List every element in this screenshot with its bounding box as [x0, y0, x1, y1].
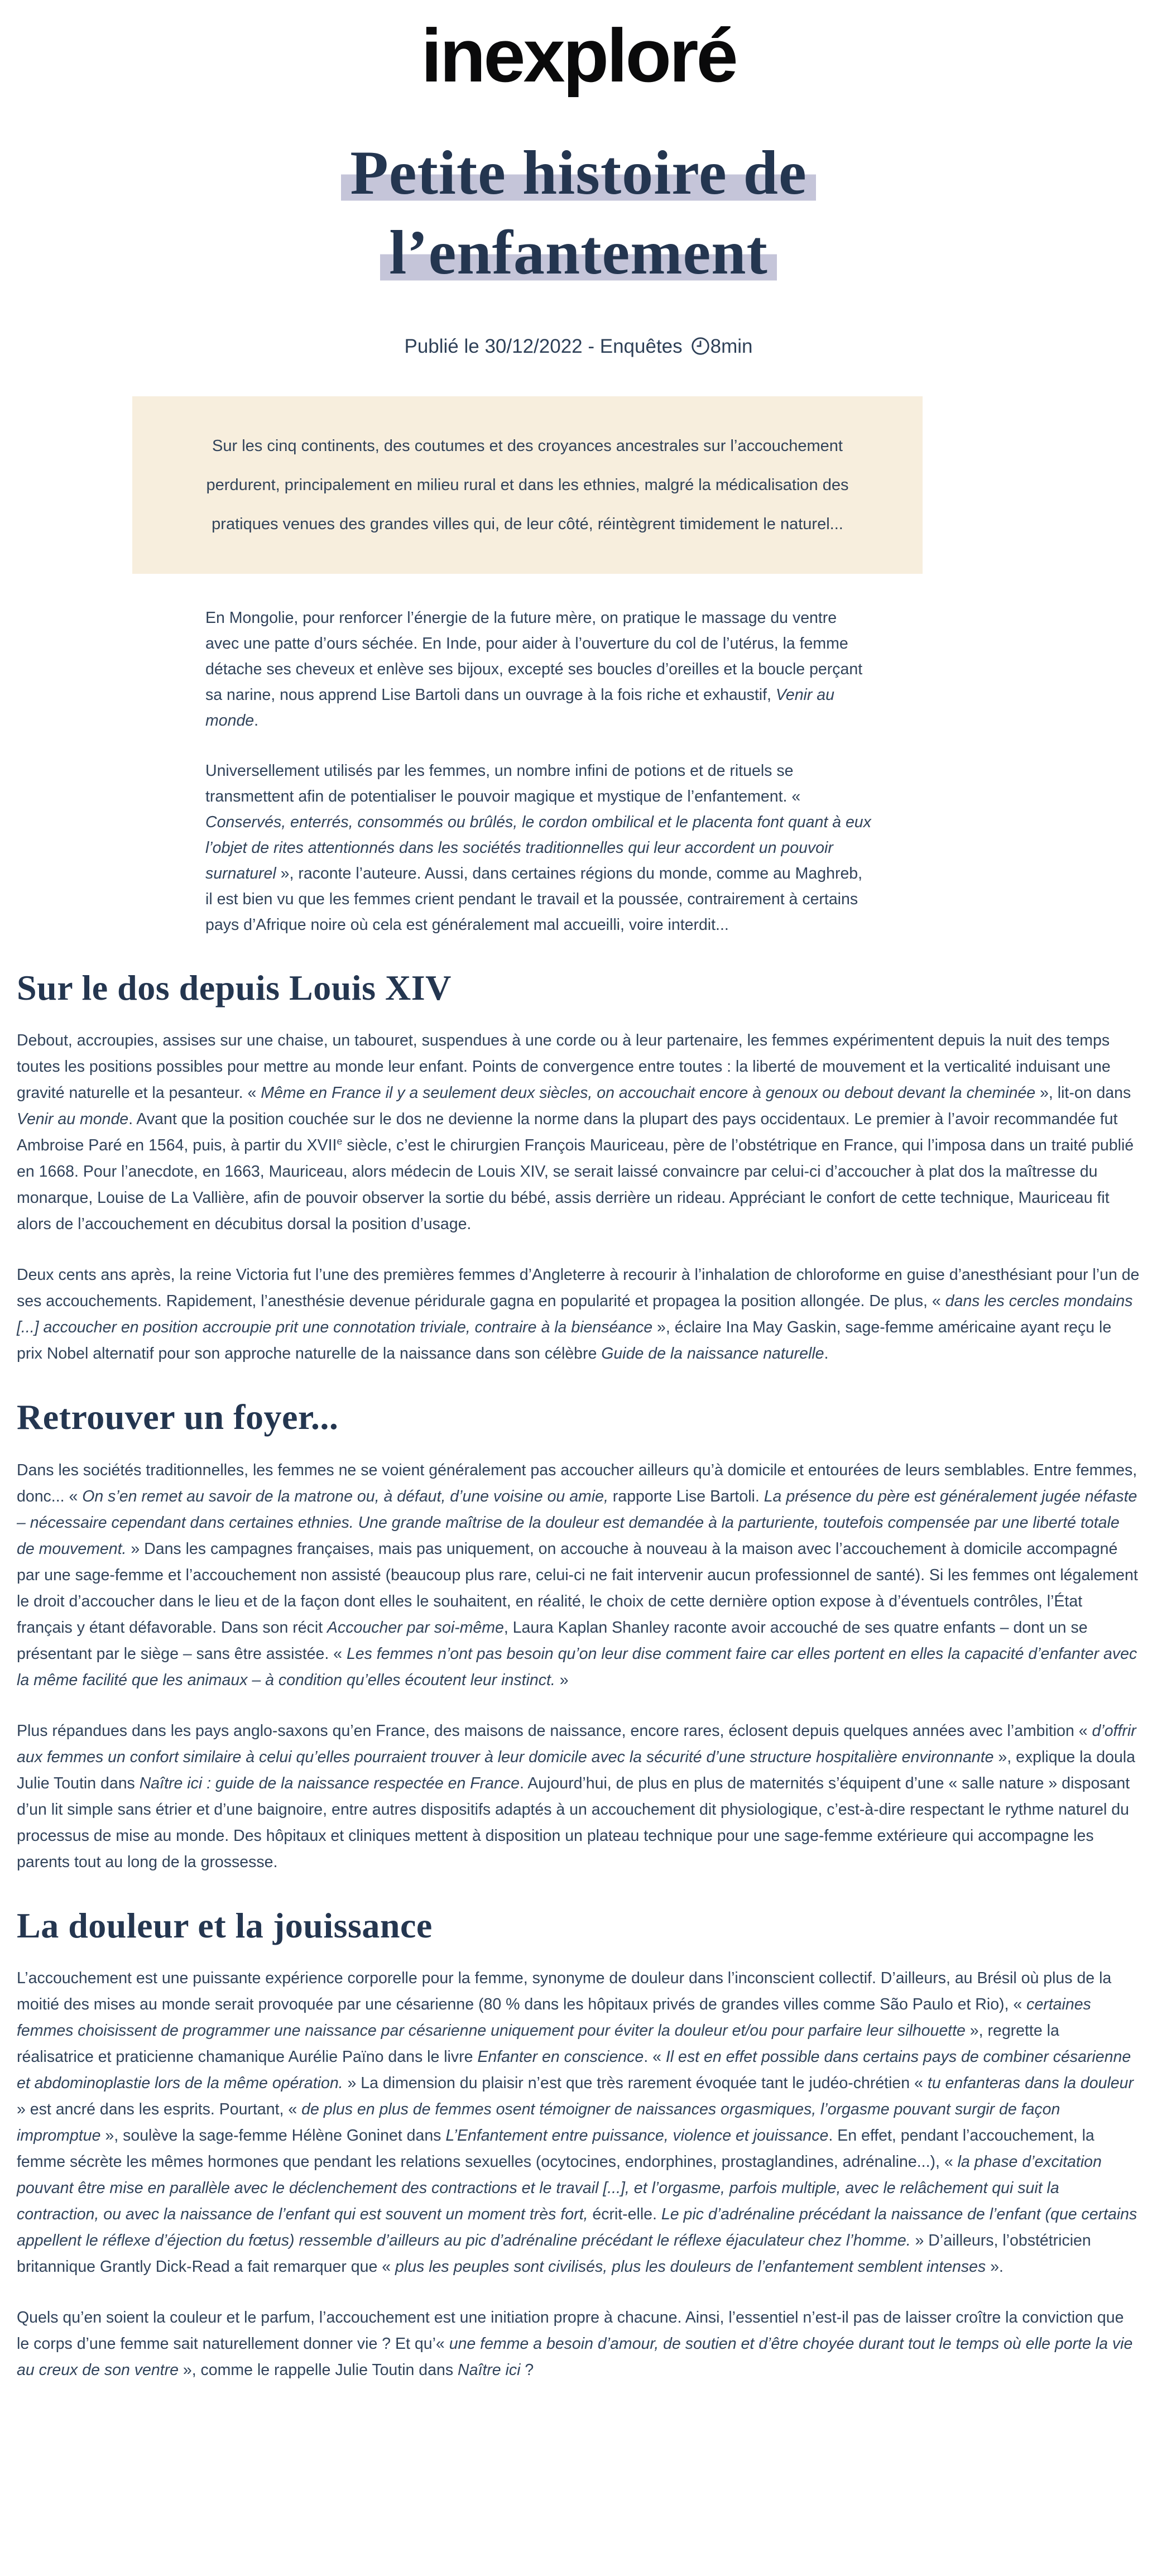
article-paragraph: Deux cents ans après, la reine Victoria fut l’une des premières femmes d’Angleterre à recourir à l’inhalation de chloroforme en guise d’anesthésiant pour l’un de ses accouchements. Rapidement, l’anesthésie devenue péridurale gagna en popularité et propagea la position allongée. De plus, « dans les cercles mondains [...] accoucher en position accroupie prit une connotation triviale, contraire à la bienséance », éclaire Ina May Gaskin, sage-femme américaine ayant reçu le prix Nobel alternatif pour son approche naturelle de la naissance dans son célèbre Guide de la naissance naturelle. — [17, 1266, 1140, 1363]
section-heading: Sur le dos depuis Louis XIV — [17, 968, 452, 1008]
article-paragraph: En Mongolie, pour renforcer l’énergie de la future mère, on pratique le massage du ventre avec une patte d’ours séchée. En Inde, pour aider à l’ouverture du col de l’utérus, la femme détache ses cheveux et enlève ses bijoux, excepté ses boucles d’oreilles et la boucle perçant sa narine, nous apprend Lise Bartoli dans un ouvrage à la fois riche et exhaustif, Venir au monde. — [205, 609, 863, 730]
article-meta — [0, 335, 1157, 362]
publish-date: Publié le 30/12/2022 - Enquêtes — [404, 335, 683, 358]
read-time: 8min — [710, 335, 753, 358]
article-paragraph: Universellement utilisés par les femmes, un nombre infini de potions et de rituels se transmettent afin de potentialiser le pouvoir magique et mystique de l’enfantement. « Conservés, enterrés, consommés ou brûlés, le cordon ombilical et le placenta font quant à eux l’objet de rites attentionnés dans les sociétés traditionnelles qui leur accordent un pouvoir surnaturel », raconte l’auteure. Aussi, dans certaines régions du monde, comme au Maghreb, il est bien vu que les femmes crient pendant le travail et la poussée, contrairement à certains pays d’Afrique noire où cela est généralement mal accueilli, voire interdit... — [205, 762, 871, 934]
article-paragraph: Debout, accroupies, assises sur une chaise, un tabouret, suspendues à une corde ou à leur partenaire, les femmes expérimentent depuis la nuit des temps toutes les positions possibles pour mettre au monde leur enfant. Points de convergence entre toutes : la liberté de mouvement et la verticalité induisant une gravité naturelle et la pesanteur. « Même en France il y a seulement deux siècles, on accouchait encore à genoux ou debout devant la cheminée », lit-on dans Venir au monde. Avant que la position couchée sur le dos ne devienne la norme dans la plupart des pays occidentaux. Le premier à l’avoir recommandée fut Ambroise Paré en 1564, puis, à partir du XVIIe siècle, c’est le chirurgien François Mauriceau, père de l’obstétrique en France, qui l’imposa dans un traité publié en 1668. Pour l’anecdote, en 1663, Mauriceau, alors médecin de Louis XIV, se serait laissé convaincre par celui-ci d’accoucher à plat dos la maîtresse du monarque, Louise de La Vallière, afin de pouvoir observer la sortie du bébé, assis derrière un rideau. Appréciant le confort de cette technique, Mauriceau fit alors de l’accouchement en décubitus dorsal la position d’usage. — [17, 1032, 1134, 1234]
article-intro — [205, 605, 873, 938]
section-heading: Retrouver un foyer... — [17, 1397, 339, 1437]
article-paragraph: Quels qu’en soient la couleur et le parfum, l’accouchement est une initiation propre à chacune. Ainsi, l’essentiel n’est-il pas de laisser croître la conviction que le corps d’une femme sait naturellement donner vie ? Et qu’« une femme a besoin d’amour, de soutien et d’être choyée durant tout le temps où elle porte la vie au creux de son ventre », comme le rappelle Julie Toutin dans Naître ici ? — [17, 2308, 1133, 2379]
page-title-line2: l’enfantement — [380, 218, 777, 287]
article-paragraph: L’accouchement est une puissante expérience corporelle pour la femme, synonyme de douleur dans l’inconscient collectif. D’ailleurs, au Brésil où plus de la moitié des mises au monde serait provoquée par une césarienne (80 % dans les hôpitaux privés de grandes villes comme São Paulo et Rio), « certaines femmes choisissent de programmer une naissance par césarienne uniquement pour éviter la douleur et/ou pour parfaire leur silhouette », regrette la réalisatrice et praticienne chamanique Aurélie Païno dans le livre Enfanter en conscience. « Il est en effet possible dans certains pays de combiner césarienne et abdominoplastie lors de la même opération. » La dimension du plaisir n’est que très rarement évoquée tant le judéo-chrétien « tu enfanteras dans la douleur » est ancré dans les esprits. Pourtant, « de plus en plus de femmes osent témoigner de naissances orgasmiques, l’orgasme pouvant surgir de façon impromptue », soulève la sage-femme Hélène Goninet dans L’Enfantement entre puissance, violence et jouissance. En effet, pendant l’accouchement, la femme sécrète les mêmes hormones que pendant les relations sexuelles (ocytocines, endorphines, prostaglandines, adrénaline...), « la phase d’excitation pouvant être mise en parallèle avec le déclenchement des contractions et le travail [...], et l’orgasme, parfois multiple, avec le relâchement qui suit la contraction, ou avec la naissance de l’enfant qui est souvent un moment très fort, écrit-elle. Le pic d’adrénaline précédant la naissance de l’enfant (que certains appellent le réflexe d’éjection du fœtus) ressemble d’ailleurs au pic d’adrénaline précédant le réflexe éjaculateur chez l’homme. » D’ailleurs, l’obstétricien britannique Grantly Dick-Read a fait remarquer que « plus les peuples sont civilisés, plus les douleurs de l’enfantement semblent intenses ». — [17, 1969, 1137, 2276]
article-paragraph: Plus répandues dans les pays anglo-saxons qu’en France, des maisons de naissance, encore rares, éclosent depuis quelques années avec l’ambition « d’offrir aux femmes un confort similaire à celui qu’elles pourraient trouver à leur domicile avec la sécurité d’une structure hospitalière environnante », explique la doula Julie Toutin dans Naître ici : guide de la naissance respectée en France. Aujourd’hui, de plus en plus de maternités s’équipent d’une « salle nature » disposant d’un lit simple sans étrier et d’une baignoire, entre autres dispositifs adaptés à un accouchement dit physiologique, c’est-à-dire respectant le rythme naturel du processus de mise au monde. Des hôpitaux et cliniques mettent à disposition un plateau technique pour une sage-femme extérieure qui accompagne les parents tout au long de la grossesse. — [17, 1721, 1136, 1871]
page-header — [0, 0, 1157, 362]
lead-text: Sur les cinq continents, des coutumes et des croyances ancestrales sur l’accouchement perdurent, principalement en milieu rural et dans les ethnies, malgré la médicalisation des pratiques venues des grandes villes qui, de leur côté, réintègrent timidement le naturel... — [206, 437, 849, 534]
clock-icon — [690, 336, 710, 362]
article-body — [17, 969, 1140, 2383]
lead-box — [132, 396, 923, 574]
site-logo[interactable]: inexploré — [421, 13, 736, 98]
page-title — [0, 133, 1157, 294]
page-title-line1: Petite histoire de — [341, 138, 815, 208]
section-heading: La douleur et la jouissance — [17, 1905, 433, 1945]
article-paragraph: Dans les sociétés traditionnelles, les femmes ne se voient généralement pas accoucher ailleurs qu’à domicile et entourées de leurs semblables. Entre femmes, donc... « On s’en remet au savoir de la matrone ou, à défaut, d’une voisine ou amie, rapporte Lise Bartoli. La présence du père est généralement jugée néfaste – nécessaire cependant dans certaines ethnies. Une grande maîtrise de la douleur est demandée à la parturiente, toutefois compensée par une liberté totale de mouvement. » Dans les campagnes françaises, mais pas uniquement, on accouche à nouveau à la maison avec l’accouchement à domicile accompagné par une sage-femme et l’accouchement non assisté (beaucoup plus rare, celui-ci ne fait intervenir aucun professionnel de santé). Si les femmes ont légalement le droit d’accoucher dans le lieu et de la façon dont elles le souhaitent, en réalité, le choix de cette dernière option expose à d’éventuels contrôles, l’État français y étant défavorable. Dans son récit Accoucher par soi-même, Laura Kaplan Shanley raconte avoir accouché de ses quatre enfants – dont un se présentant par le siège – sans être assistée. « Les femmes n’ont pas besoin qu’on leur dise comment faire car elles portent en elles la capacité d’enfanter avec la même facilité que les animaux – à condition qu’elles écoutent leur instinct. » — [17, 1461, 1138, 1689]
